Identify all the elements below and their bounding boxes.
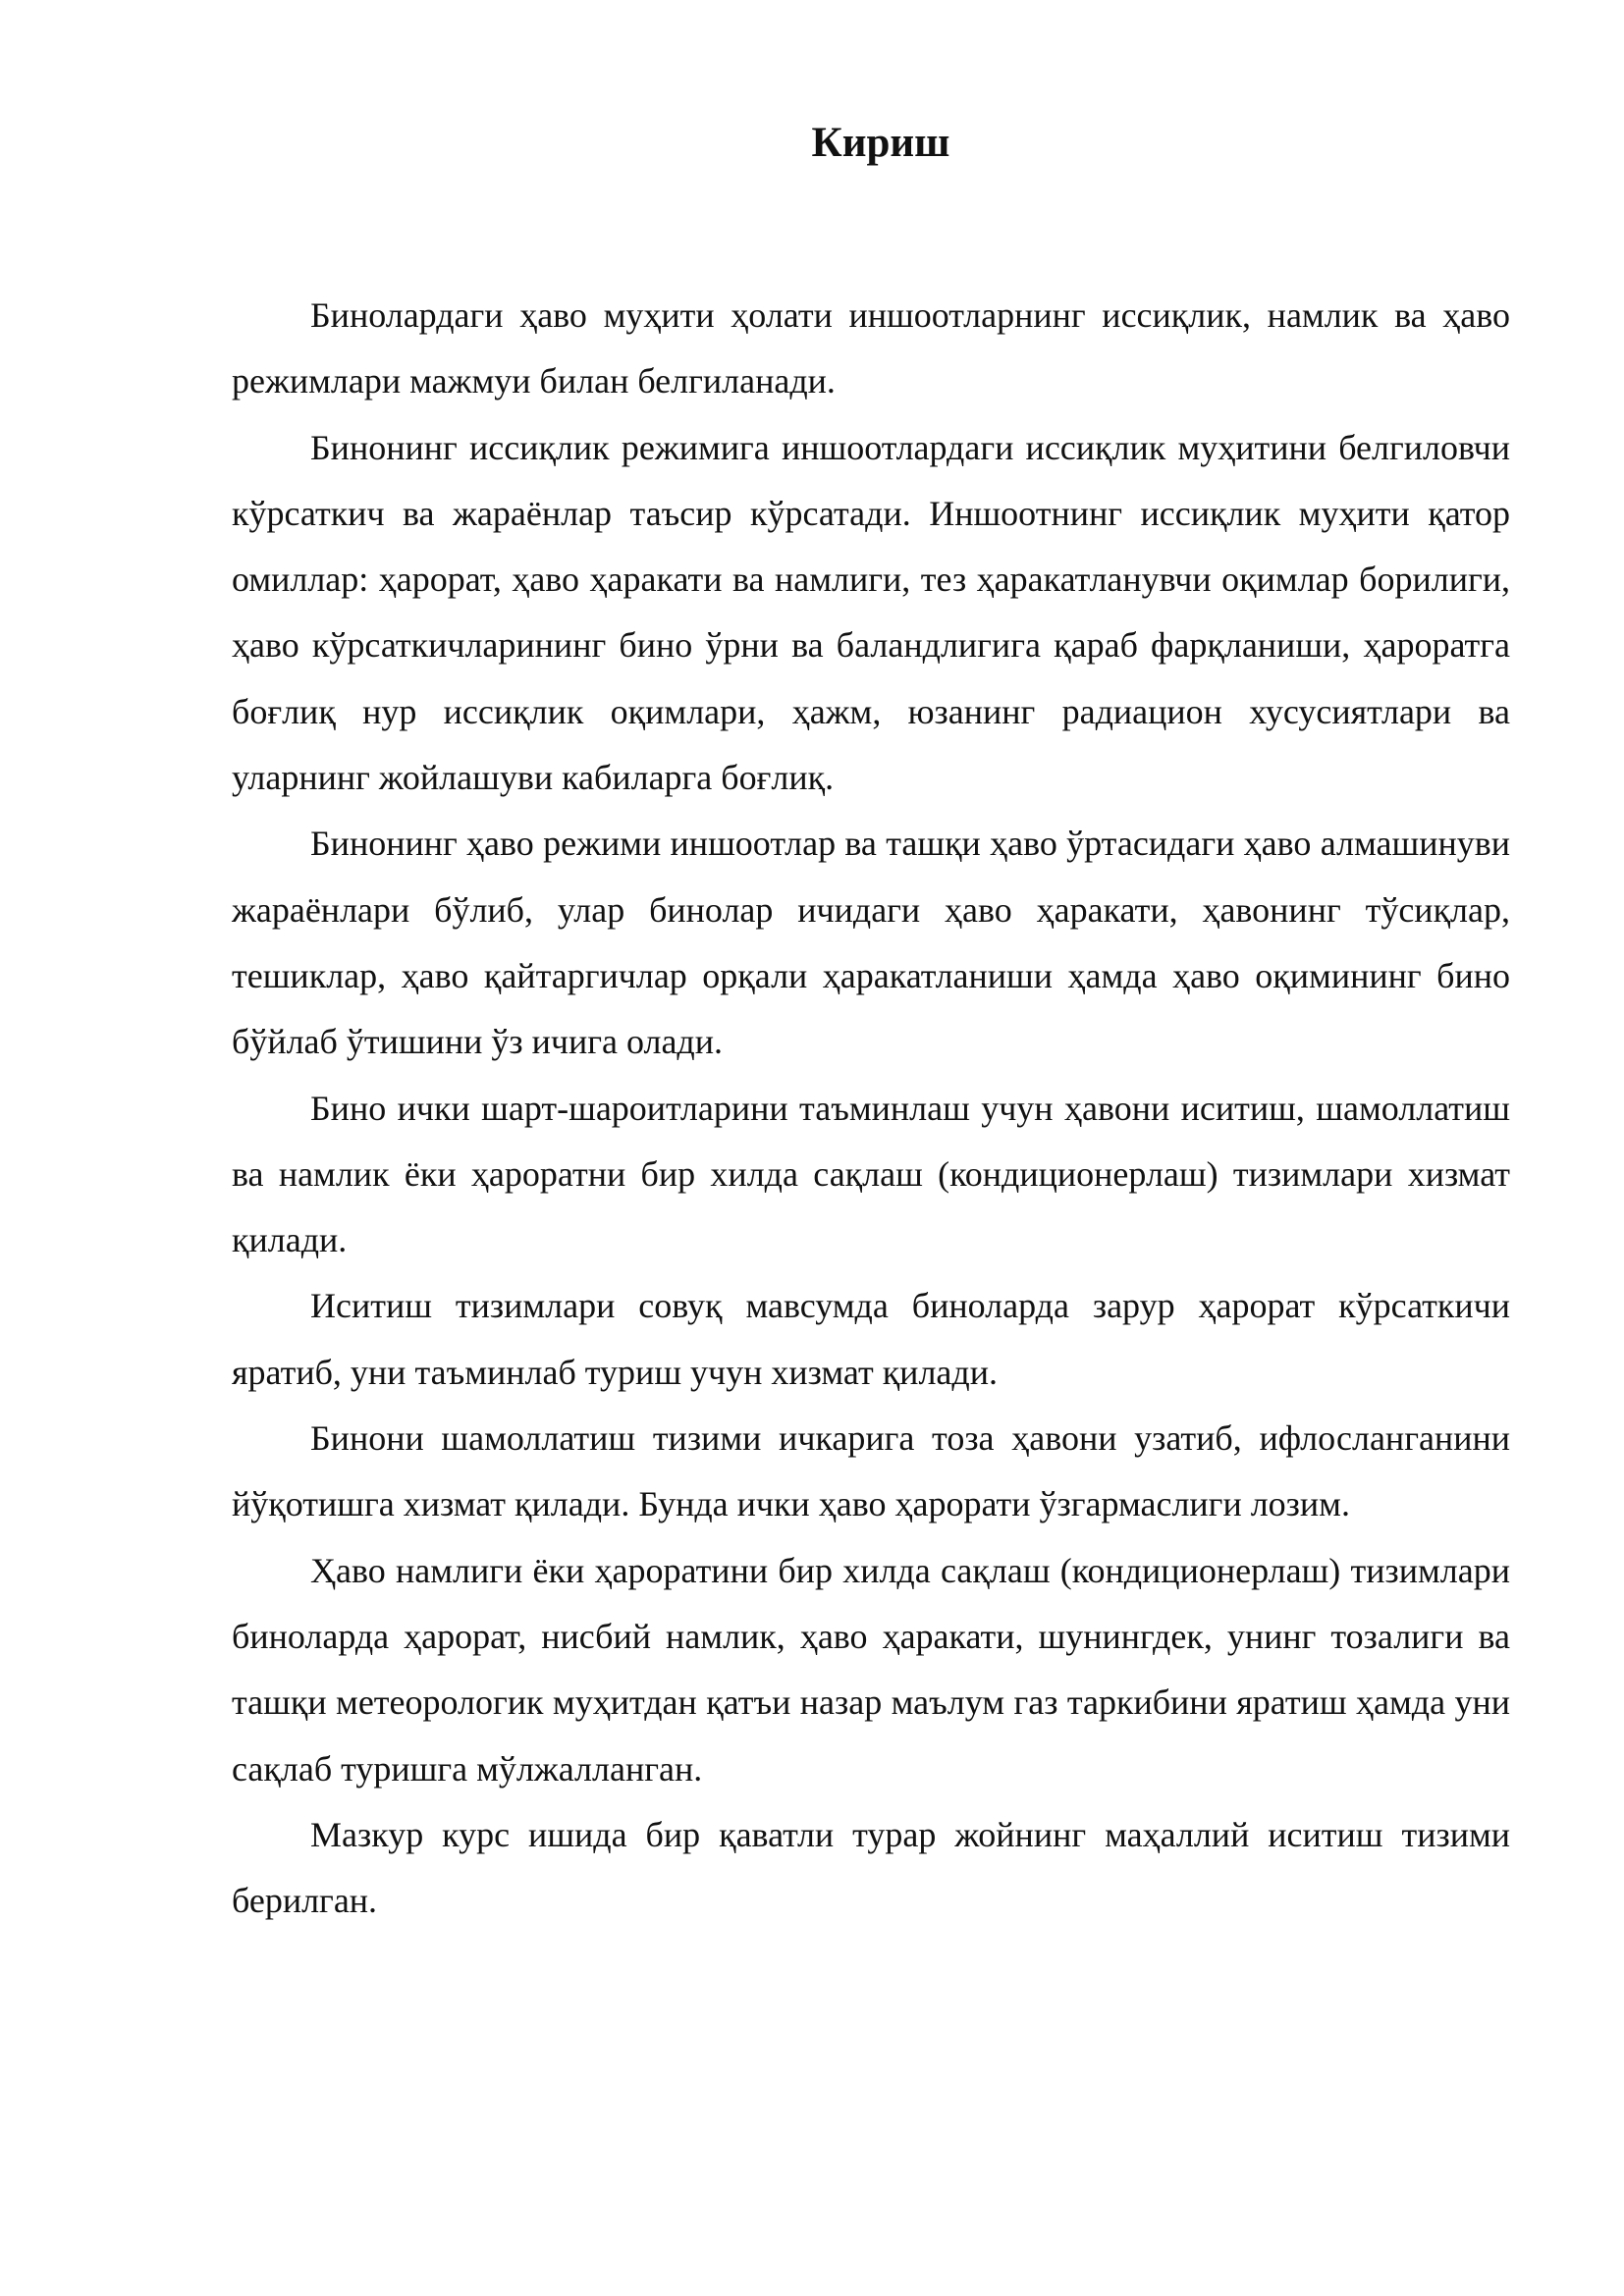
paragraph-6: Бинони шамоллатиш тизими ичкарига тоза ҳавони узатиб, ифлосланганини йўқотишга хизмат қилади. Бунда ички ҳаво ҳарорати ўзгармаслиги лозим. xyxy=(232,1418,1510,1524)
paragraph-5: Иситиш тизимлари совуқ мавсумда биноларда зарур ҳарорат кўрсаткичи яратиб, уни таъминлаб туриш учун хизмат қилади. xyxy=(232,1286,1510,1392)
paragraph-2: Бинонинг иссиқлик режимига иншоотлардаги иссиқлик муҳитини белгиловчи кўрсаткич ва жараёнлар таъсир кўрсатади. Иншоотнинг иссиқлик муҳити қатор омиллар: ҳарорат, ҳаво ҳаракати ва намлиги, тез ҳаракатланувчи оқимлар борилиги, ҳаво кўрсаткичларининг бино ўрни ва баландлигига қараб фарқланиши, ҳароратга боғлиқ нур иссиқлик оқимлари, ҳажм, юзанинг радиацион хусусиятлари ва уларнинг жойлашуви кабиларга боғлиқ. xyxy=(232,427,1510,798)
page-title: Кириш xyxy=(811,120,950,166)
paragraph-4: Бино ички шарт-шароитларини таъминлаш учун ҳавони иситиш, шамоллатиш ва намлик ёки ҳароратни бир хилда сақлаш (кондиционерлаш) тизимлари хизмат қилади. xyxy=(232,1088,1510,1260)
paragraph-8: Мазкур курс ишида бир қаватли турар жойнинг маҳаллий иситиш тизими берилган. xyxy=(232,1814,1510,1921)
paragraph-3: Бинонинг ҳаво режими иншоотлар ва ташқи ҳаво ўртасидаги ҳаво алмашинуви жараёнлари бўлиб, улар бинолар ичидаги ҳаво ҳаракати, ҳавонинг тўсиқлар, тешиклар, ҳаво қайтаргичлар орқали ҳаракатланиши ҳамда ҳаво оқимининг бино бўйлаб ўтишини ўз ичига олади. xyxy=(232,824,1510,1062)
paragraph-1: Бинолардаги ҳаво муҳити ҳолати иншоотларнинг иссиқлик, намлик ва ҳаво режимлари мажмуи билан белгиланади. xyxy=(232,295,1510,401)
page-content xyxy=(232,116,1510,1934)
body-text xyxy=(232,283,1510,1934)
paragraph-7: Ҳаво намлиги ёки ҳароратини бир хилда сақлаш (кондиционерлаш) тизимлари биноларда ҳарорат, нисбий намлик, ҳаво ҳаракати, шунингдек, унинг тозалиги ва ташқи метеорологик муҳитдан қатъи назар маълум газ таркибини яратиш ҳамда уни сақлаб туришга мўлжалланган. xyxy=(232,1550,1510,1789)
